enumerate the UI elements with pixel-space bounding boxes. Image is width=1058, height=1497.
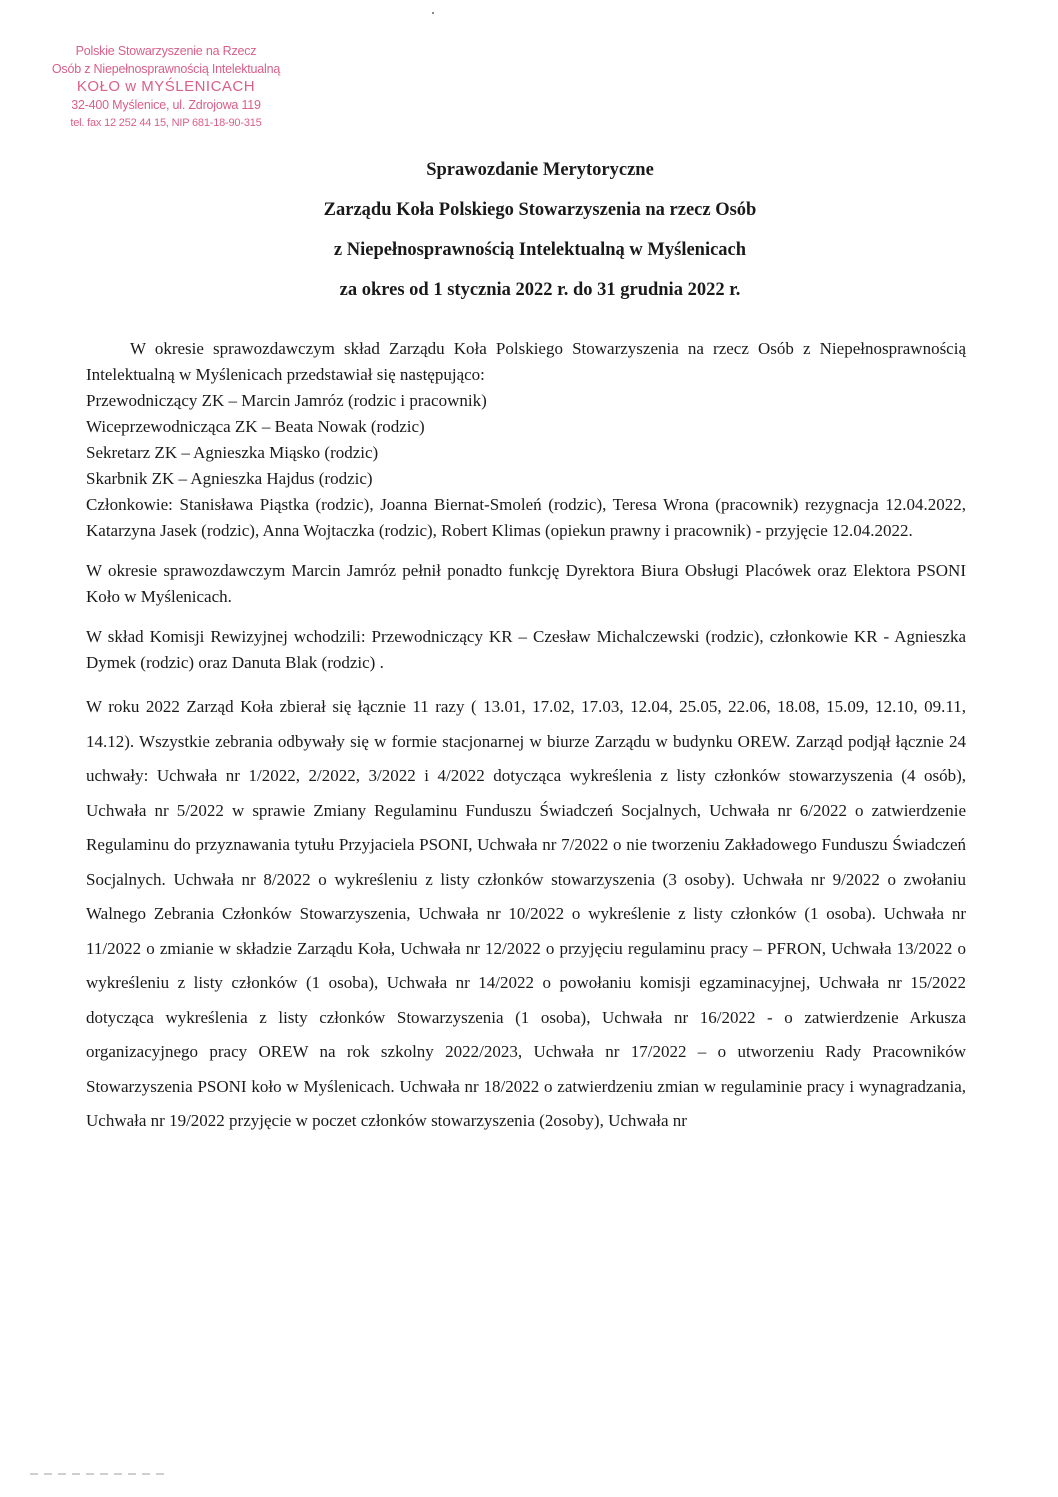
intro-paragraph: W okresie sprawozdawczym skład Zarządu Koła Polskiego Stowarzyszenia na rzecz Osób z Niepełnosprawnością Intelektualną w Myślenicach przedstawiał się następująco: xyxy=(86,339,966,384)
audit-committee-paragraph: W skład Komisji Rewizyjnej wchodzili: Przewodniczący KR – Czesław Michalczewski (rodzic), członkowie KR - Agnieszka Dymek (rodzic) oraz Danuta Blak (rodzic) . xyxy=(86,627,966,672)
organization-stamp xyxy=(46,42,286,132)
stamp-line-5: tel. fax 12 252 44 15, NIP 681-18-90-315 xyxy=(70,117,262,129)
stamp-line-2: Osób z Niepełnosprawnością Intelektualną xyxy=(51,62,281,76)
member-secretary: Sekretarz ZK – Agnieszka Miąsko (rodzic) xyxy=(86,443,379,462)
scan-artifact-line xyxy=(30,1473,170,1475)
report-body xyxy=(86,336,966,1139)
title-line-2: Zarządu Koła Polskiego Stowarzyszenia na rzecz Osób xyxy=(323,200,757,220)
director-paragraph: W okresie sprawozdawczym Marcin Jamróz pełnił ponadto funkcję Dyrektora Biura Obsługi Placówek oraz Elektora PSONI Koło w Myślenicach. xyxy=(86,561,966,606)
member-chair: Przewodniczący ZK – Marcin Jamróz (rodzic i pracownik) xyxy=(86,391,487,410)
scan-speck xyxy=(432,12,434,14)
members-paragraph: Członkowie: Stanisława Piąstka (rodzic), Joanna Biernat-Smoleń (rodzic), Teresa Wrona (pracownik) rezygnacja 12.04.2022, Katarzyna Jasek (rodzic), Anna Wojtaczka (rodzic), Robert Klimas (opiekun prawny i pracownik) - przyjęcie 12.04.2022. xyxy=(86,495,966,540)
title-line-1: Sprawozdanie Merytoryczne xyxy=(426,160,654,180)
document-title xyxy=(150,150,930,310)
meetings-paragraph: W roku 2022 Zarząd Koła zbierał się łącznie 11 razy ( 13.01, 17.02, 17.03, 12.04, 25.05, 22.06, 18.08, 15.09, 12.10, 09.11, 14.12). Wszystkie zebrania odbywały się w formie stacjonarnej w biurze Zarządu w budynku OREW. Zarząd podjął łącznie 24 uchwały: Uchwała nr 1/2022, 2/2022, 3/2022 i 4/2022 dotycząca wykreślenia z listy członków stowarzyszenia (4 osób), Uchwała nr 5/2022 w sprawie Zmiany Regulaminu Funduszu Świadczeń Socjalnych, Uchwała nr 6/2022 o zatwierdzenie Regulaminu do przyznawania tytułu Przyjaciela PSONI, Uchwała nr 7/2022 o nie tworzeniu Zakładowego Funduszu Świadczeń Socjalnych. Uchwała nr 8/2022 o wykreśleniu z listy członków stowarzyszenia (3 osoby). Uchwała nr 9/2022 o zwołaniu Walnego Zebrania Członków Stowarzyszenia, Uchwała nr 10/2022 o wykreślenie z listy członków (1 osoba). Uchwała nr 11/2022 o zmianie w składzie Zarządu Koła, Uchwała nr 12/2022 o przyjęciu regulaminu pracy – PFRON, Uchwała 13/2022 o wykreśleniu z listy członków (1 osoba), Uchwała nr 14/2022 o powołaniu komisji egzaminacyjnej, Uchwała nr 15/2022 dotycząca wykreślenia z listy członków Stowarzyszenia (1 osoba), Uchwała nr 16/2022 - o zatwierdzenie Arkusza organizacyjnego pracy OREW na rok szkolny 2022/2023, Uchwała nr 17/2022 – o utworzeniu Rady Pracowników Stowarzyszenia PSONI koło w Myślenicach. Uchwała nr 18/2022 o zatwierdzeniu zmian w regulaminie pracy i wynagradzania, Uchwała nr 19/2022 przyjęcie w poczet członków stowarzyszenia (2osoby), Uchwała nr xyxy=(86,697,966,1130)
stamp-line-4: 32-400 Myślenice, ul. Zdrojowa 119 xyxy=(71,98,261,112)
stamp-line-1: Polskie Stowarzyszenie na Rzecz xyxy=(75,44,257,58)
stamp-line-3: KOŁO w MYŚLENICACH xyxy=(76,78,256,95)
member-treasurer: Skarbnik ZK – Agnieszka Hajdus (rodzic) xyxy=(86,469,373,488)
title-line-4: za okres od 1 stycznia 2022 r. do 31 grudnia 2022 r. xyxy=(339,280,741,300)
title-line-3: z Niepełnosprawnością Intelektualną w Myślenicach xyxy=(333,240,747,260)
member-vice-chair: Wiceprzewodnicząca ZK – Beata Nowak (rodzic) xyxy=(86,417,425,436)
